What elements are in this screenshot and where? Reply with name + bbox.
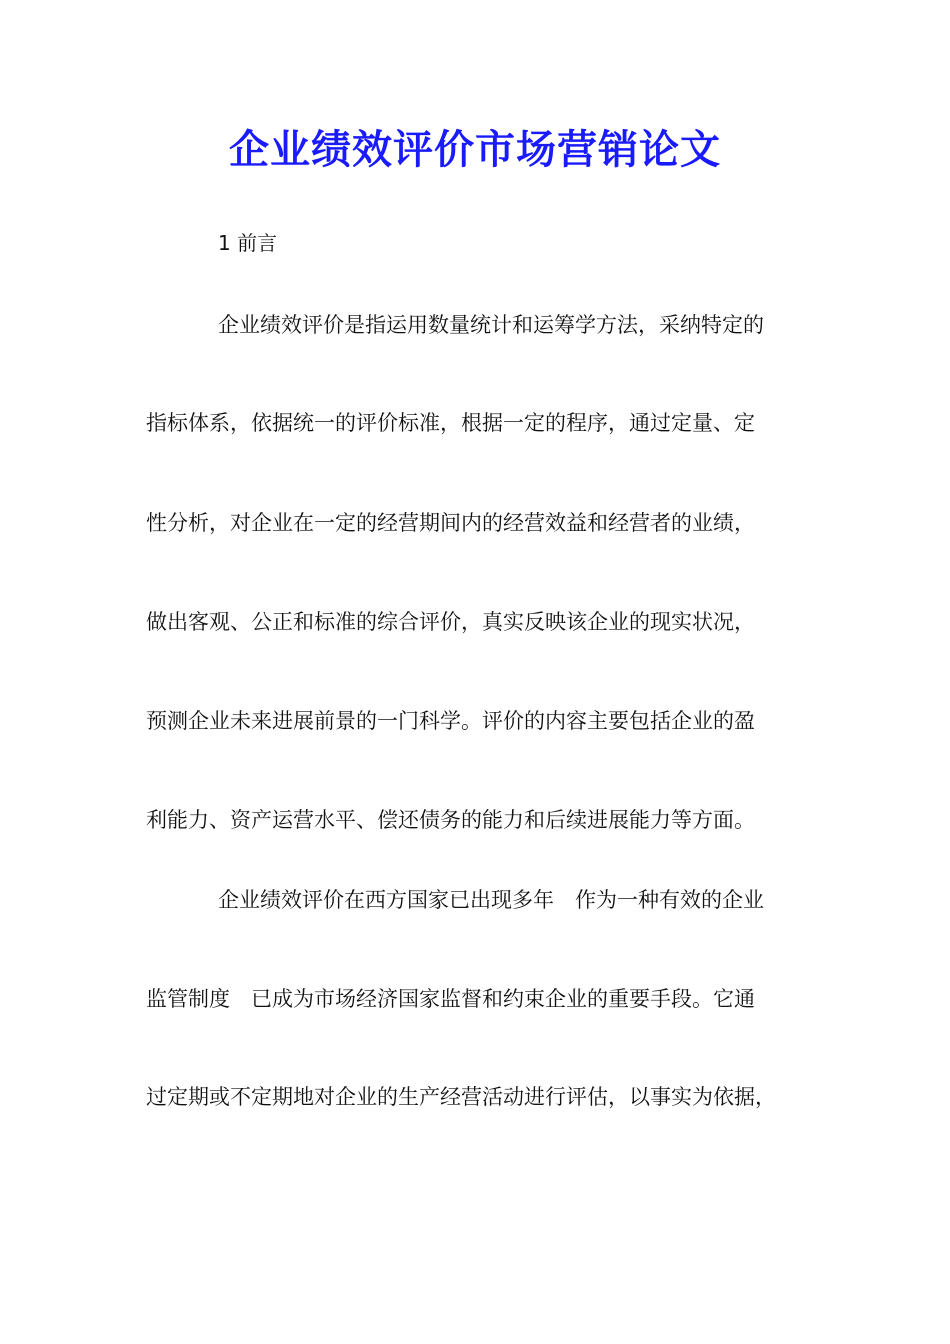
paragraph-2-line-2: 监管制度 已成为市场经济国家监督和约束企业的重要手段。它通 — [146, 987, 755, 1011]
section-heading: 1 前言 — [218, 231, 278, 255]
paragraph-2-line-3: 过定期或不定期地对企业的生产经营活动进行评估，以事实为依据， — [146, 1085, 776, 1109]
paragraph-1-line-5: 预测企业未来进展前景的一门科学。评价的内容主要包括企业的盈 — [146, 709, 755, 733]
paragraph-1-line-6: 利能力、资产运营水平、偿还债务的能力和后续进展能力等方面。 — [146, 808, 755, 832]
paragraph-2-line-1: 企业绩效评价在西方国家已出现多年 作为一种有效的企业 — [218, 888, 764, 912]
paragraph-1-line-3: 性分析，对企业在一定的经营期间内的经营效益和经营者的业绩， — [146, 511, 755, 535]
paragraph-1-line-2: 指标体系，依据统一的评价标准，根据一定的程序，通过定量、定 — [146, 411, 755, 435]
paragraph-1-line-1: 企业绩效评价是指运用数量统计和运筹学方法，采纳特定的 — [218, 313, 764, 337]
document-title: 企业绩效评价市场营销论文 — [229, 126, 721, 173]
paragraph-1-line-4: 做出客观、公正和标准的综合评价，真实反映该企业的现实状况， — [146, 610, 755, 634]
